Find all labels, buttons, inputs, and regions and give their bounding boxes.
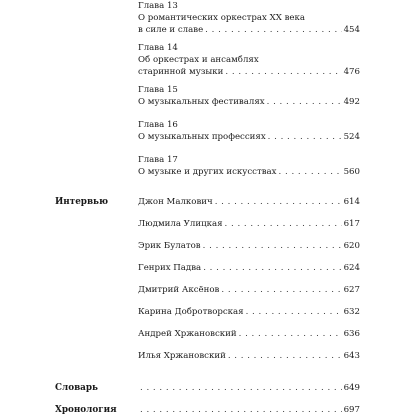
page-number: 560 xyxy=(343,166,360,177)
chapter-title-end: старинной музыки xyxy=(138,66,224,77)
toc-row xyxy=(138,329,360,341)
page-number: 620 xyxy=(343,241,360,251)
chapter-title-end: О музыкальных профессиях xyxy=(138,131,266,142)
chapter-label: Глава 14 xyxy=(138,43,178,53)
entry-title: Дмитрий Аксёнов xyxy=(138,285,220,295)
chapter-title-end: в силе и славе xyxy=(138,24,204,35)
page-number: 476 xyxy=(343,66,360,77)
page-number: 627 xyxy=(343,285,360,295)
leader-dots xyxy=(203,263,341,275)
leader-dots xyxy=(279,167,342,179)
section-heading-chronology: Хронология xyxy=(55,405,117,415)
entry-title: Генрих Падва xyxy=(138,263,202,273)
toc-row xyxy=(138,241,360,253)
page-number: 632 xyxy=(343,307,360,317)
leader-dots xyxy=(239,329,342,341)
leader-dots xyxy=(228,351,342,363)
toc-row xyxy=(138,219,360,231)
leader-dots xyxy=(267,97,342,109)
chapter-title-line: О романтических оркестрах XX века xyxy=(138,12,306,23)
page-number: 614 xyxy=(343,197,360,207)
toc-chapter-15 xyxy=(138,85,360,109)
page-number: 649 xyxy=(343,383,360,393)
entry-title: Людмила Улицкая xyxy=(138,219,223,229)
leader-dots xyxy=(225,219,342,231)
page-number: 617 xyxy=(343,219,360,229)
toc-row xyxy=(138,263,360,275)
chapter-label: Глава 13 xyxy=(138,1,178,11)
leader-dots xyxy=(246,307,342,319)
page-number: 636 xyxy=(343,329,360,339)
page-number: 454 xyxy=(343,24,360,35)
toc-chapter-17 xyxy=(138,155,360,179)
page-number: 492 xyxy=(343,96,360,107)
leader-dots xyxy=(225,67,341,79)
toc-row xyxy=(138,197,360,209)
toc-row xyxy=(138,285,360,297)
toc-chapter-13 xyxy=(138,1,360,36)
entry-title: Карина Добротворская xyxy=(138,307,244,317)
leader-dots xyxy=(205,25,341,37)
toc-chapter-16 xyxy=(138,120,360,144)
leader-dots xyxy=(140,405,342,417)
page-number: 643 xyxy=(343,351,360,361)
toc-row-glossary xyxy=(138,383,360,395)
chapter-label: Глава 16 xyxy=(138,120,178,130)
entry-title: Илья Хржановский xyxy=(138,351,226,361)
entry-title: Андрей Хржановский xyxy=(138,329,237,339)
toc-row xyxy=(138,351,360,363)
chapter-label: Глава 15 xyxy=(138,85,178,95)
toc-row xyxy=(138,307,360,319)
section-heading-glossary: Словарь xyxy=(55,383,99,393)
page-number: 524 xyxy=(343,131,360,142)
chapter-title-end: О музыке и других искусствах xyxy=(138,166,277,177)
chapter-label: Глава 17 xyxy=(138,155,178,165)
toc-chapter-14 xyxy=(138,43,360,78)
chapter-title-end: О музыкальных фестивалях xyxy=(138,96,265,107)
entry-title: Эрик Булатов xyxy=(138,241,201,251)
entry-title: Джон Малкович xyxy=(138,197,213,207)
page-number: 624 xyxy=(343,263,360,273)
section-heading-interviews: Интервью xyxy=(55,197,109,207)
chapter-title-line: Об оркестрах и ансамблях xyxy=(138,54,259,65)
leader-dots xyxy=(203,241,342,253)
leader-dots xyxy=(215,197,342,209)
leader-dots xyxy=(221,285,341,297)
leader-dots xyxy=(268,132,342,144)
leader-dots xyxy=(140,383,342,395)
page-number: 697 xyxy=(343,405,360,415)
toc-row-chronology xyxy=(138,405,360,417)
